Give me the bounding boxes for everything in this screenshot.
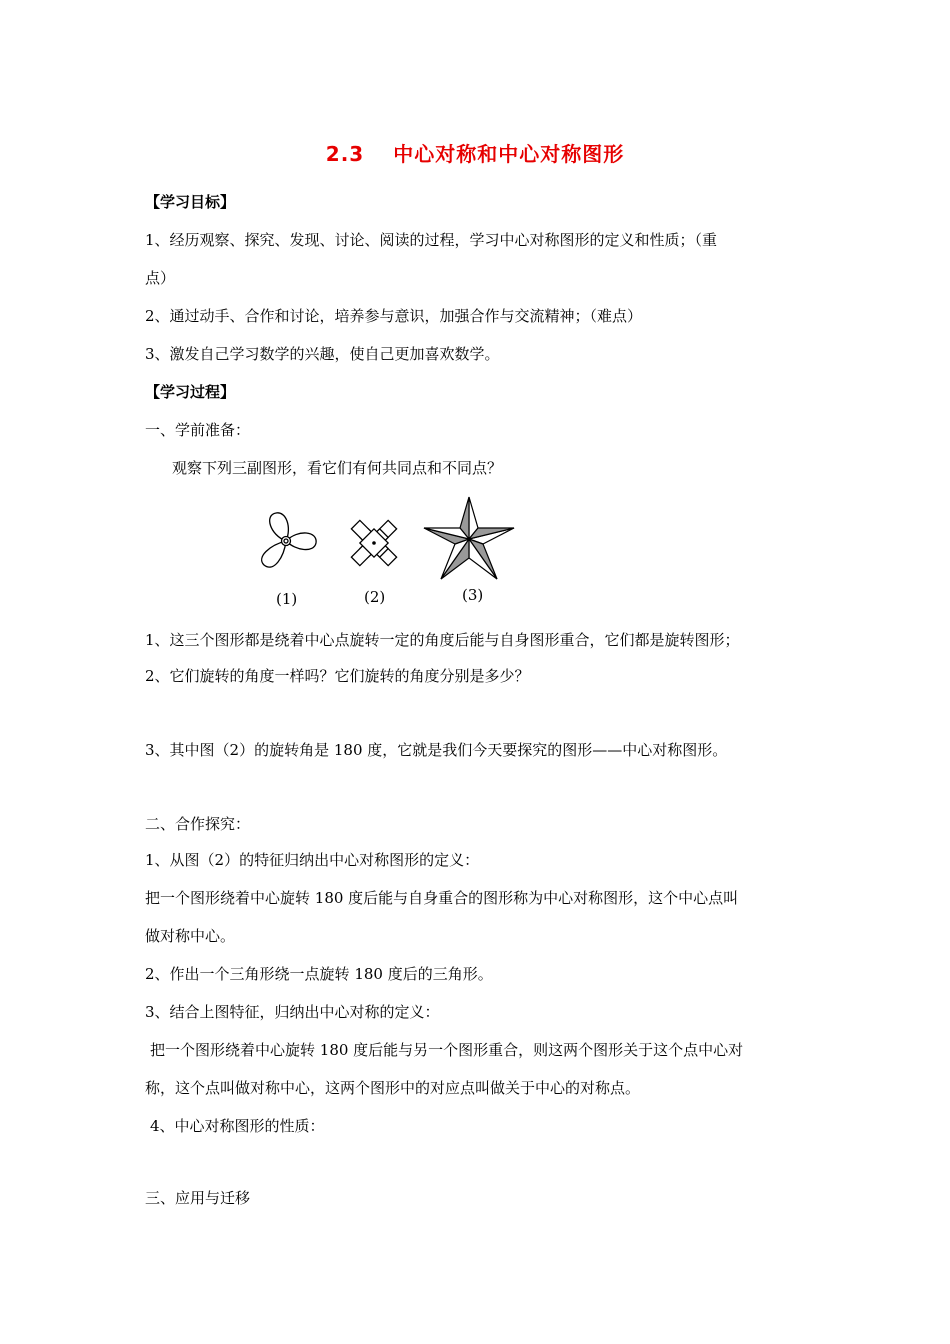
question-1: 1、从图（2）的特征归纳出中心对称图形的定义：	[145, 851, 480, 869]
definition-2-line-2: 称，这个点叫做对称中心，这两个图形中的对应点叫做关于中心的对称点。	[145, 1079, 641, 1097]
caption-1: (1)	[276, 590, 298, 608]
paragraph-1: 1、这三个图形都是绕着中心点旋转一定的角度后能与自身图形重合，它们都是旋转图形；	[145, 631, 740, 649]
observe-prompt: 观察下列三副图形，看它们有何共同点和不同点？	[172, 459, 503, 477]
figures-group	[240, 505, 530, 610]
caption-2: (2)	[364, 588, 386, 606]
process-heading: 【学习过程】	[145, 383, 236, 401]
objective-3: 3、激发自己学习数学的兴趣，使自己更加喜欢数学。	[145, 345, 500, 363]
cross-figure	[336, 505, 412, 581]
objective-1-line-2: 点）	[145, 269, 176, 287]
definition-1-line-2: 做对称中心。	[145, 927, 236, 945]
objective-2: 2、通过动手、合作和讨论，培养参与意识，加强合作与交流精神；（难点）	[145, 307, 643, 325]
page-title: 2.3 中心对称和中心对称图形	[325, 142, 625, 166]
objective-1-line-1: 1、经历观察、探究、发现、讨论、阅读的过程，学习中心对称图形的定义和性质；（重	[145, 231, 718, 249]
definition-2-line-1: 把一个图形绕着中心旋转 180 度后能与另一个图形重合，则这两个图形关于这个点中心对	[150, 1041, 744, 1059]
propeller-figure	[250, 505, 322, 577]
paragraph-2: 2、它们旋转的角度一样吗？它们旋转的角度分别是多少？	[145, 667, 530, 685]
section-1-heading: 一、学前准备：	[145, 421, 251, 439]
caption-3: (3)	[462, 586, 484, 604]
question-3: 3、结合上图特征，归纳出中心对称的定义：	[145, 1003, 440, 1021]
question-4: 4、中心对称图形的性质：	[150, 1117, 325, 1135]
definition-1-line-1: 把一个图形绕着中心旋转 180 度后能与自身重合的图形称为中心对称图形，这个中心点叫	[145, 889, 739, 907]
section-2-heading: 二、合作探究：	[145, 815, 251, 833]
section-3-heading: 三、应用与迁移	[145, 1189, 251, 1207]
objectives-heading: 【学习目标】	[145, 193, 236, 211]
star-figure	[420, 495, 518, 585]
question-2: 2、作出一个三角形绕一点旋转 180 度后的三角形。	[145, 965, 493, 983]
paragraph-3: 3、其中图（2）的旋转角是 180 度，它就是我们今天要探究的图形——中心对称图形。	[145, 741, 728, 759]
